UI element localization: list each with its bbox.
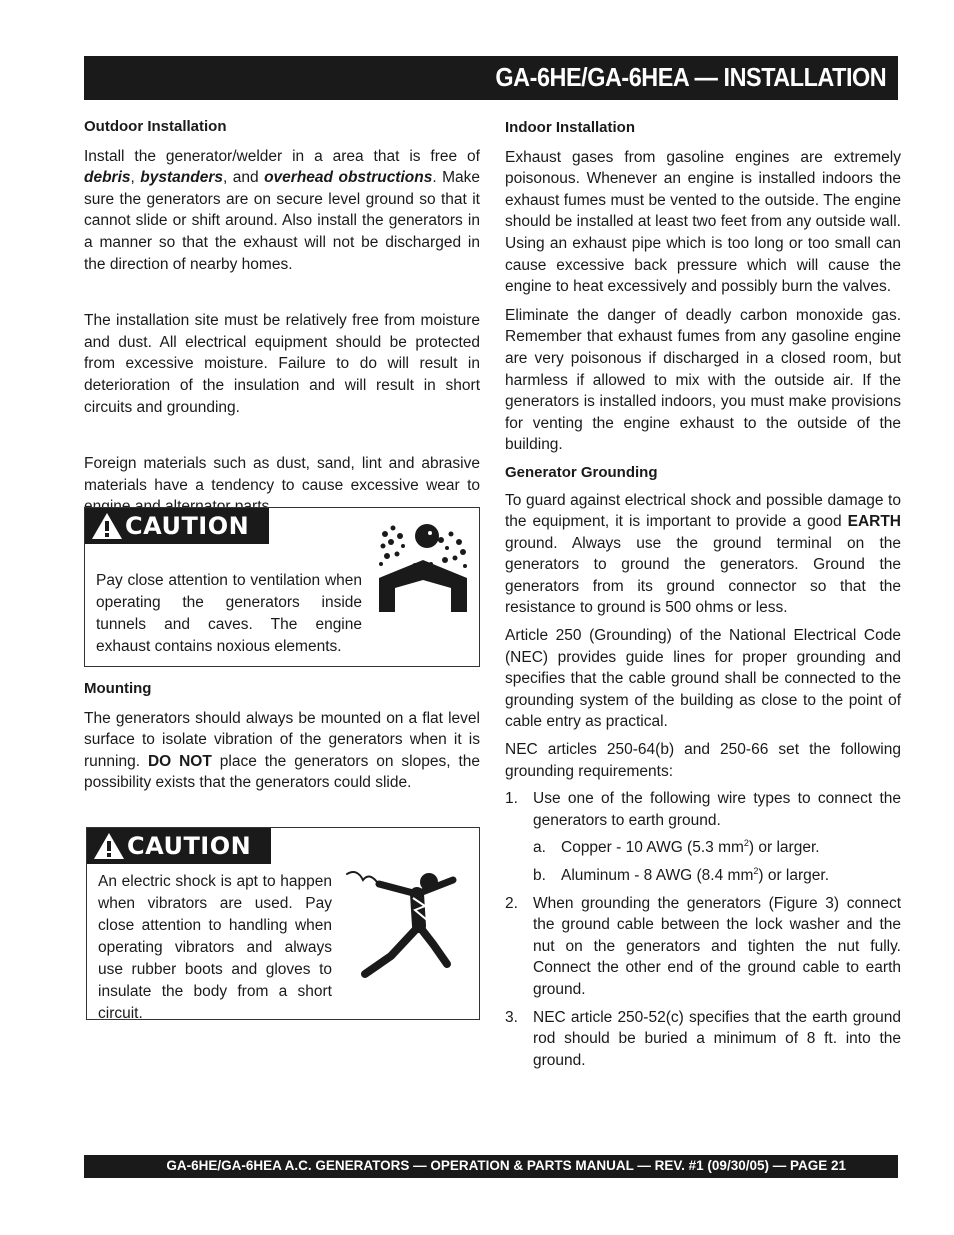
- grounding-paragraph-2: Article 250 (Grounding) of the National Electrical Code (NEC) provides guide lines for proper grounding and specifies that the cable ground shall be connected to the grounding system of the building as close to the point of cable entry as practical.: [505, 627, 901, 731]
- caution-word: CAUTION: [125, 512, 250, 540]
- text-run: ground. Always use the ground terminal on the generators to ground the generators. Ground the generators from its ground connector so that the resistance to ground is 500 ohms or less.: [505, 534, 901, 617]
- caution-text-electric-shock: An electric shock is apt to happen when vibrators are used. Pay close attention to handling when operating vibrators and always use rubber boots and gloves to insulate the body from a short circuit.: [98, 873, 332, 1022]
- page-title: GA-6HE/GA-6HEA — INSTALLATION: [495, 62, 886, 92]
- warning-triangle-icon: [85, 508, 125, 544]
- list-item-text: NEC article 250-52(c) specifies that the earth ground rod should be buried a minimum of 8 ft. into the ground.: [533, 1008, 901, 1069]
- section-title-grounding: Generator Grounding: [505, 463, 658, 481]
- list-sub-item-text: [561, 837, 901, 859]
- page-footer: [84, 1155, 898, 1178]
- toxic-fumes-icon: [375, 516, 471, 621]
- list-number: 2.: [505, 894, 518, 912]
- text-run: . Make sure the generators are on secure level ground so that it cannot slide or shift around. Also install the generators in a manner so that the exhaust will not be discharged in the direction of nearby homes.: [84, 169, 481, 273]
- mounting-section: [84, 678, 480, 794]
- list-item: [505, 788, 901, 831]
- emphasis-bystanders: bystanders: [140, 169, 223, 187]
- caution-word: CAUTION: [127, 832, 252, 860]
- emphasis-do-not: DO NOT: [147, 752, 212, 770]
- mounting-paragraph: [84, 708, 480, 794]
- text-run: To guard against electrical shock and possible damage to the equipment, it is important to provide a good: [505, 491, 901, 531]
- caution-label: [87, 828, 271, 864]
- section-title-indoor: Indoor Installation: [505, 119, 635, 136]
- text-run: ,: [130, 169, 141, 187]
- electric-shock-icon: [343, 864, 471, 993]
- list-item: [505, 1007, 901, 1072]
- text-run: , and: [223, 169, 265, 187]
- caution-label: [85, 508, 269, 544]
- grounding-paragraph-1: [505, 490, 901, 620]
- list-sub-item: [505, 837, 901, 859]
- page-header: [84, 56, 898, 100]
- indoor-paragraph-1: Exhaust gases from gasoline engines are extremely poisonous. Whenever an engine is installed indoors the exhaust fumes must be vented to the outside. The engine should be installed at least two feet from any outside wall. Using an exhaust pipe which is too long or too small can cause excessive back pressure which will cause the engine to heat excessively and possibly burn the valves.: [505, 148, 901, 296]
- text-run: Install the generator/welder in a area that is free of: [84, 147, 480, 165]
- outdoor-paragraph-2: The installation site must be relatively free from moisture and dust. All electrical equipment should be protected from excessive moisture. Failure to do will result in deterioration of the insulation and will result in short circuits and grounding.: [84, 312, 480, 416]
- text-run: The generators should always be mounted on a flat level surface to isolate vibration of the generators when it is running.: [84, 709, 480, 770]
- section-title-mounting: Mounting: [84, 680, 152, 697]
- text-run: ) or larger.: [748, 839, 820, 857]
- text-run: Copper - 10 AWG (5.3 mm: [561, 839, 744, 857]
- outdoor-paragraph-1: [84, 146, 480, 276]
- superscript: 2: [753, 865, 759, 876]
- list-item-text: Use one of the following wire types to connect the generators to earth ground.: [533, 790, 901, 829]
- superscript: 2: [743, 838, 749, 849]
- indoor-installation-section: [505, 117, 901, 1071]
- list-letter: a.: [533, 839, 546, 857]
- list-letter: b.: [533, 867, 546, 884]
- warning-triangle-icon: [87, 828, 127, 864]
- indoor-paragraph-2: Eliminate the danger of deadly carbon monoxide gas. Remember that exhaust fumes from any gasoline engine are very poisonous if discharged in a closed room, but harmless if allowed to mix with the outside air. If the generators is installed indoors, you must make provisions for venting the engine exhaust to the outside of the building.: [505, 306, 901, 454]
- grounding-paragraph-3: NEC articles 250-64(b) and 250-66 set the following grounding requirements:: [505, 741, 901, 780]
- list-number: 3.: [505, 1008, 518, 1026]
- emphasis-earth: EARTH: [847, 513, 901, 531]
- emphasis-overhead: overhead obstructions: [264, 169, 433, 187]
- outdoor-paragraph-3: Foreign materials such as dust, sand, lint and abrasive materials have a tendency to cause excessive wear to: [84, 455, 480, 494]
- list-item-text: When grounding the generators (Figure 3) connect the ground cable between the lock washer and the nut on the generators and tighten the nut fully. Connect the other end of the ground cable to earth ground.: [533, 894, 901, 998]
- list-number: 1.: [505, 790, 518, 808]
- list-sub-item: [505, 865, 901, 887]
- text-run: place the generators on slopes, the possibility exists that the generators could slide.: [84, 752, 480, 792]
- list-item: [505, 893, 901, 1001]
- section-title-outdoor: Outdoor Installation: [84, 118, 227, 135]
- list-sub-item-text: [561, 865, 901, 887]
- text-run: Aluminum - 8 AWG (8.4 mm: [561, 867, 754, 884]
- footer-text: GA-6HE/GA-6HEA A.C. GENERATORS — OPERATION & PARTS MANUAL — REV. #1 (09/30/05) — PAGE 21: [166, 1158, 846, 1173]
- emphasis-debris: debris: [84, 169, 131, 187]
- caution-box-electric-shock: [86, 827, 480, 1020]
- caution-text-ventilation: Pay close attention to ventilation when operating the generators inside tunnels and caves. The engine exhaust contains noxious elements.: [96, 572, 362, 655]
- caution-box-ventilation: [84, 507, 480, 667]
- outdoor-installation-section: [84, 116, 480, 518]
- text-run: ) or larger.: [758, 867, 830, 884]
